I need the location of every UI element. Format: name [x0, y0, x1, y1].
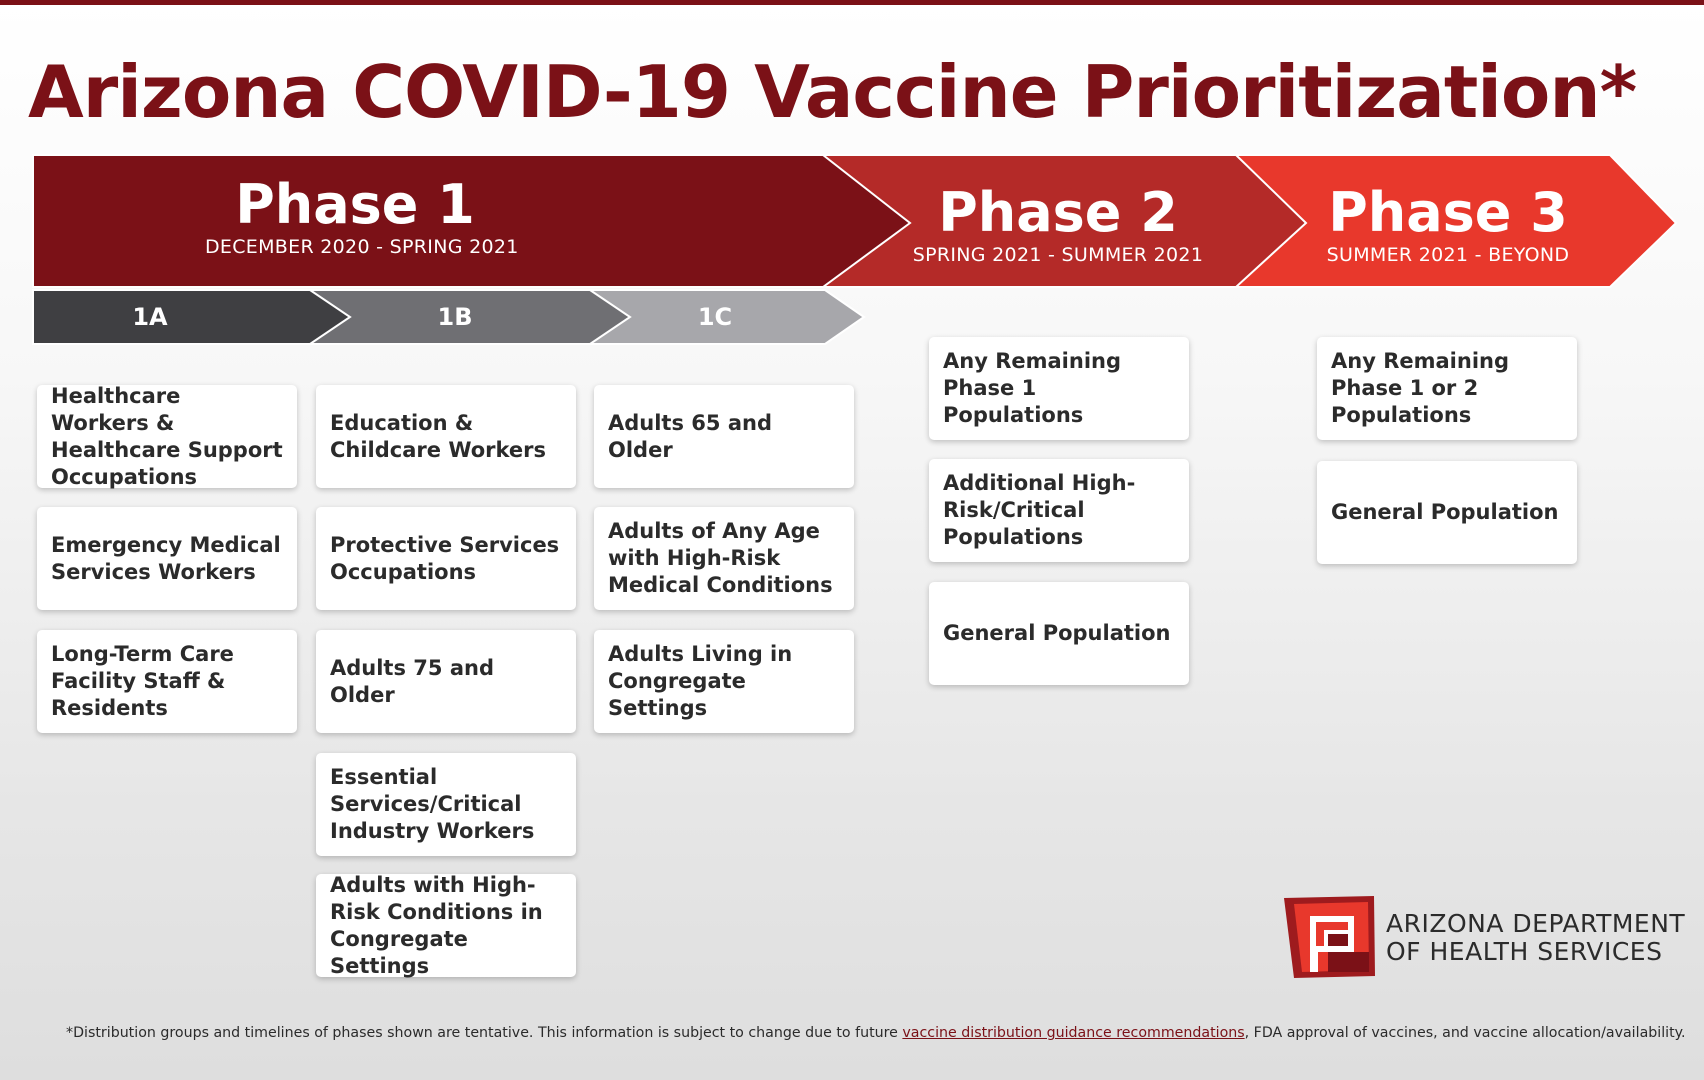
adhs-logo-icon [1284, 896, 1376, 980]
group-card-text: Education & Childcare Workers [330, 410, 547, 462]
group-card-text: Adults Living in Congregate Settings [608, 642, 793, 720]
footnote-text-before: *Distribution groups and timelines of phases shown are tentative. This information is subject to change due to future [66, 1025, 903, 1041]
group-card-text: Any Remaining Phase 1 or 2 Populations [1331, 349, 1509, 427]
guidance-link[interactable]: vaccine distribution guidance recommendations [902, 1025, 1245, 1041]
phase-2-label [908, 183, 1208, 267]
group-card-text: Any Remaining Phase 1 Populations [943, 349, 1121, 427]
group-card-text: General Population [943, 621, 1171, 645]
phase-2-name: Phase 2 [938, 181, 1178, 244]
group-card-text: Long-Term Care Facility Staff & Residents [51, 642, 234, 720]
group-card-text: Adults of Any Age with High-Risk Medical Conditions [608, 519, 833, 597]
group-card-1c-congregate-settings [594, 630, 854, 733]
group-card-1c-high-risk-any-age [594, 507, 854, 610]
footnote-text-after: , FDA approval of vaccines, and vaccine allocation/availability. [1244, 1025, 1686, 1041]
group-card-phase3-general-population [1317, 461, 1577, 564]
phase-3-name: Phase 3 [1328, 181, 1568, 244]
subphase-1c-label: 1C [697, 303, 733, 331]
group-card-text: Adults 75 and Older [330, 655, 494, 707]
group-card-1b-adults-75 [316, 630, 576, 733]
group-card-phase2-additional-high-risk [929, 459, 1189, 562]
group-card-1b-protective-services [316, 507, 576, 610]
phase-1-name: Phase 1 [235, 173, 475, 236]
group-card-1a-healthcare-workers [37, 385, 297, 488]
group-card-phase3-remaining-phase1-2 [1317, 337, 1577, 440]
group-card-1c-adults-65 [594, 385, 854, 488]
group-card-1b-congregate-high-risk [316, 874, 576, 977]
phase-3-label [1298, 183, 1598, 267]
phase-1-label [205, 173, 519, 259]
group-card-1b-essential-services [316, 753, 576, 856]
page-title: Arizona COVID-19 Vaccine Prioritization* [28, 50, 1637, 134]
phase-1-dates: DECEMBER 2020 - SPRING 2021 [205, 236, 519, 258]
group-card-text: Protective Services Occupations [330, 532, 560, 584]
group-card-text: Healthcare Workers & Healthcare Support Occupations [51, 383, 283, 489]
group-card-phase2-remaining-phase1 [929, 337, 1189, 440]
group-card-text: Essential Services/Critical Industry Workers [330, 765, 535, 843]
group-card-text: Emergency Medical Services Workers [51, 532, 281, 584]
subphase-1a-label: 1A [132, 303, 168, 331]
logo-line-1: ARIZONA DEPARTMENT [1386, 909, 1686, 938]
footnote [66, 1025, 1686, 1041]
group-card-text: Adults 65 and Older [608, 410, 772, 462]
group-card-text: General Population [1331, 500, 1559, 524]
adhs-logo-text [1386, 910, 1685, 966]
logo-line-2: OF HEALTH SERVICES [1386, 937, 1663, 966]
group-card-1a-ems-workers [37, 507, 297, 610]
group-card-1a-long-term-care [37, 630, 297, 733]
group-card-1b-education [316, 385, 576, 488]
phase-3-dates: SUMMER 2021 - BEYOND [1326, 244, 1570, 266]
subphase-1b-label: 1B [437, 303, 473, 331]
group-card-text: Additional High-Risk/Critical Populations [943, 471, 1136, 549]
group-card-phase2-general-population [929, 582, 1189, 685]
group-card-text: Adults with High-Risk Conditions in Congregate Settings [330, 872, 543, 978]
phase-2-dates: SPRING 2021 - SUMMER 2021 [912, 244, 1204, 266]
